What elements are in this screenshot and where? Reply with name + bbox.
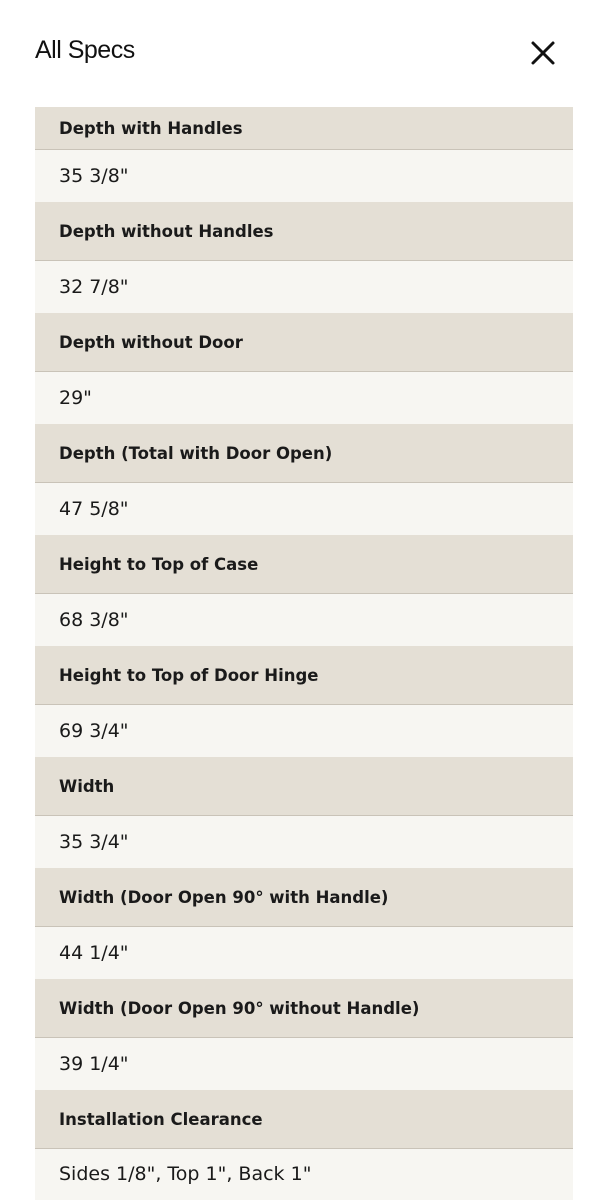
page-title: All Specs	[35, 36, 135, 64]
spec-value: 69 3/4"	[35, 705, 573, 757]
spec-label: Width (Door Open 90° without Handle)	[35, 979, 573, 1038]
spec-value: 35 3/4"	[35, 816, 573, 868]
spec-list[interactable]	[35, 107, 573, 1200]
close-button[interactable]	[527, 37, 559, 69]
spec-label: Height to Top of Case	[35, 535, 573, 594]
spec-label: Depth without Door	[35, 313, 573, 372]
sheet-header	[0, 0, 608, 107]
spec-value: 35 3/8"	[35, 150, 573, 202]
spec-value: 32 7/8"	[35, 261, 573, 313]
spec-label: Depth without Handles	[35, 202, 573, 261]
spec-value: Sides 1/8", Top 1", Back 1"	[35, 1149, 573, 1200]
close-icon	[527, 37, 559, 69]
spec-label: Installation Clearance	[35, 1090, 573, 1149]
spec-value: 44 1/4"	[35, 927, 573, 979]
spec-label: Height to Top of Door Hinge	[35, 646, 573, 705]
spec-value: 68 3/8"	[35, 594, 573, 646]
spec-label: Depth (Total with Door Open)	[35, 424, 573, 483]
spec-value: 29"	[35, 372, 573, 424]
spec-value: 39 1/4"	[35, 1038, 573, 1090]
spec-value: 47 5/8"	[35, 483, 573, 535]
spec-label: Depth with Handles	[35, 107, 573, 150]
spec-label: Width	[35, 757, 573, 816]
spec-label: Width (Door Open 90° with Handle)	[35, 868, 573, 927]
